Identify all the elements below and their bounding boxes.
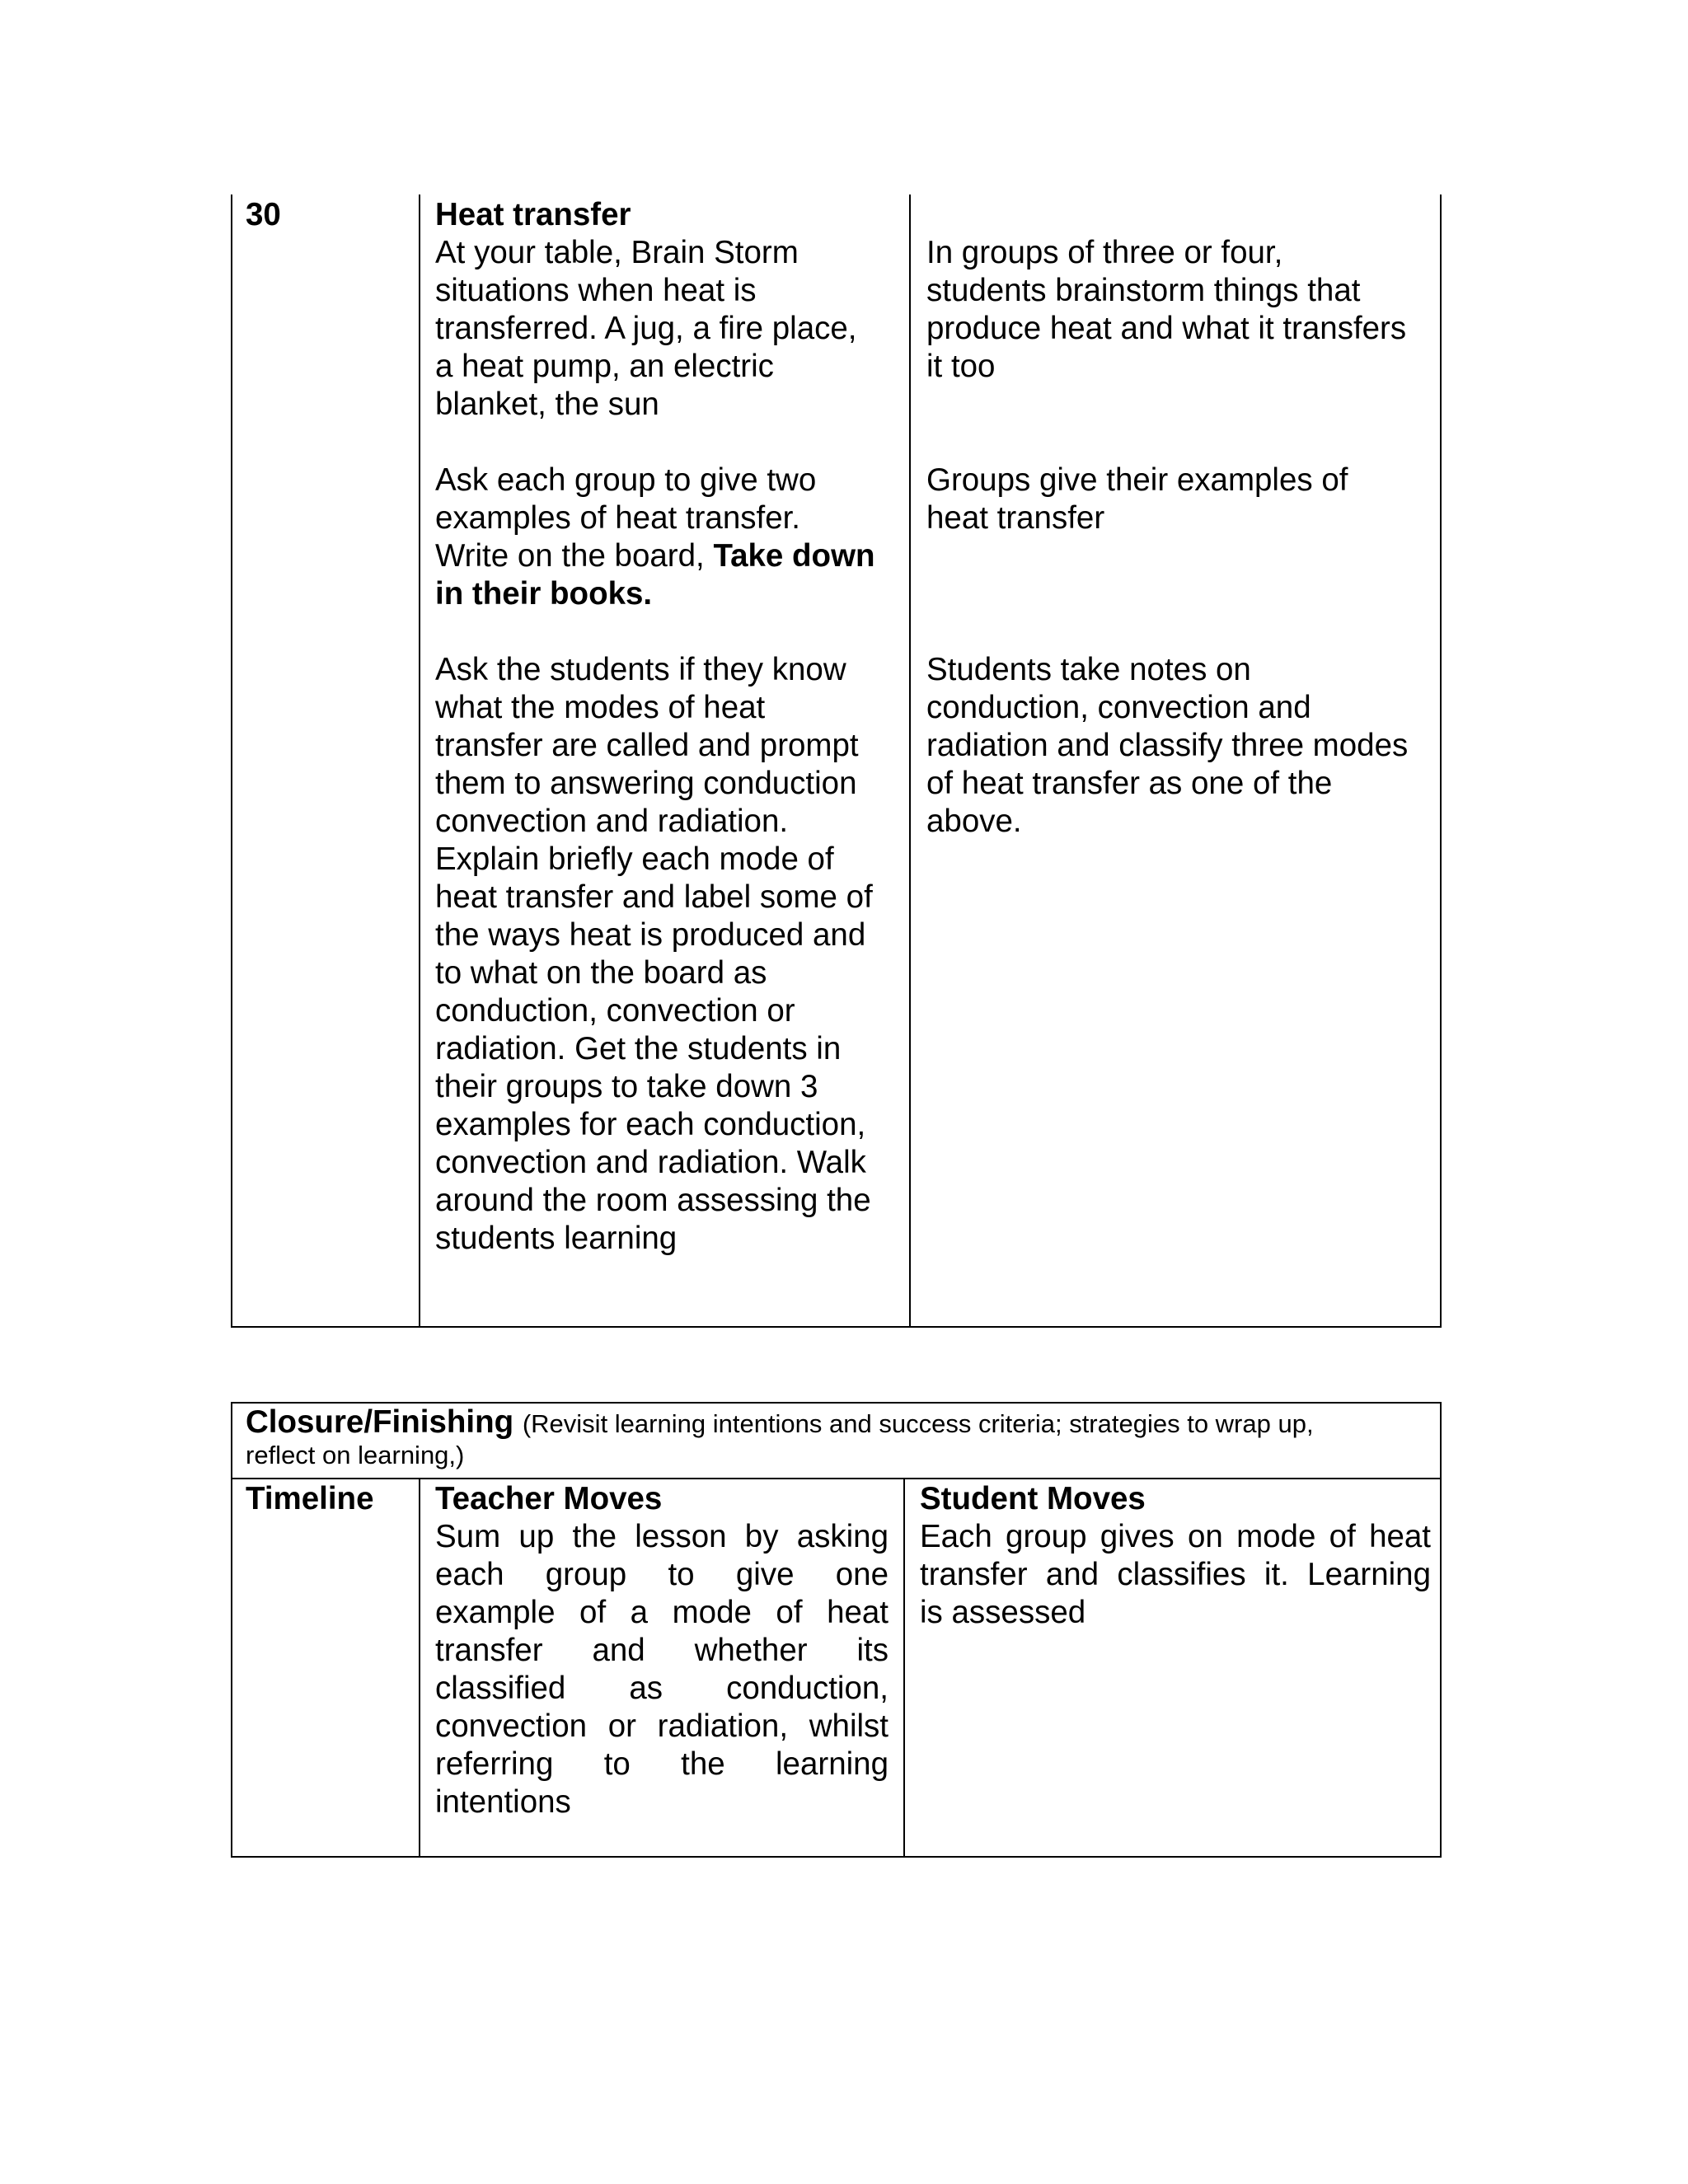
student-moves-cell xyxy=(926,196,1437,841)
closure-border-right xyxy=(1440,1402,1442,1858)
text-normal: Write on the board, xyxy=(435,538,705,574)
closure-header xyxy=(246,1404,1432,1470)
text-line: around the room assessing the xyxy=(435,1183,871,1218)
text-line: examples of heat transfer. xyxy=(435,500,800,536)
closure-divider-1 xyxy=(419,1478,420,1858)
closure-student-cell xyxy=(920,1480,1431,1632)
text-line: transferred. A jug, a fire place, xyxy=(435,311,857,346)
closure-title: Closure/Finishing xyxy=(246,1404,514,1440)
text-line: Ask each group to give two xyxy=(435,462,817,498)
text-line: conduction, convection or xyxy=(435,993,795,1029)
text-line: radiation and classify three modes xyxy=(926,728,1409,763)
text-line: students learning xyxy=(435,1221,678,1256)
text-line: blanket, the sun xyxy=(435,387,659,422)
table-border-bottom xyxy=(231,1326,1442,1328)
teacher-paragraph-1 xyxy=(435,234,905,424)
text-line-bold: in their books. xyxy=(435,576,653,612)
text-line: heat transfer xyxy=(926,500,1105,536)
text-line: At your table, Brain Storm xyxy=(435,235,799,270)
text-line: Explain briefly each mode of xyxy=(435,841,834,877)
text-line: of heat transfer as one of the xyxy=(926,766,1333,801)
text-line: referring to the learning xyxy=(435,1746,889,1782)
text-line: situations when heat is xyxy=(435,273,757,308)
student-paragraph-2 xyxy=(926,462,1437,537)
closure-border-top xyxy=(231,1402,1442,1404)
text-line: conduction, convection and xyxy=(926,690,1311,725)
text-line: transfer are called and prompt xyxy=(435,728,859,763)
closure-teacher-cell xyxy=(435,1480,889,1821)
closure-subtitle: (Revisit learning intentions and success criteria; strategies to wrap up, xyxy=(522,1409,1314,1438)
closure-student-text xyxy=(920,1518,1431,1632)
section-heading: Heat transfer xyxy=(435,197,631,232)
closure-border-bottom xyxy=(231,1856,1442,1858)
table-divider-2 xyxy=(909,194,911,1328)
table-border-right xyxy=(1440,194,1442,1328)
text-line: radiation. Get the students in xyxy=(435,1031,842,1066)
text-line: produce heat and what it transfers xyxy=(926,311,1407,346)
teacher-paragraph-3 xyxy=(435,651,905,1258)
text-line: above. xyxy=(926,804,1022,839)
text-line xyxy=(435,537,905,575)
text-line: transfer and whether its xyxy=(435,1633,889,1668)
text-line: it too xyxy=(926,349,996,384)
text-line: the ways heat is produced and xyxy=(435,917,866,953)
text-line: students brainstorm things that xyxy=(926,273,1361,308)
text-line: intentions xyxy=(435,1784,571,1820)
text-line: their groups to take down 3 xyxy=(435,1069,818,1104)
table-border-left xyxy=(231,194,232,1328)
text-line: Groups give their examples of xyxy=(926,462,1348,498)
timeline-value: 30 xyxy=(246,197,281,232)
text-line: classified as conduction, xyxy=(435,1671,889,1706)
text-line: Students take notes on xyxy=(926,652,1251,687)
closure-border-left xyxy=(231,1402,232,1858)
text-line: convection and radiation. Walk xyxy=(435,1145,866,1180)
text-line: each group to give one xyxy=(435,1557,889,1592)
text-line: them to answering conduction xyxy=(435,766,857,801)
text-line: convection or radiation, whilst xyxy=(435,1708,889,1744)
text-line: Sum up the lesson by asking xyxy=(435,1519,889,1554)
text-line: heat transfer and label some of xyxy=(435,879,873,915)
closure-subtitle-continued: reflect on learning,) xyxy=(246,1441,465,1469)
text-line: transfer and classifies it. Learning xyxy=(920,1557,1431,1592)
column-heading-timeline: Timeline xyxy=(246,1481,374,1516)
column-heading-teacher: Teacher Moves xyxy=(435,1481,663,1516)
text-line: Each group gives on mode of heat xyxy=(920,1519,1431,1554)
text-line: a heat pump, an electric xyxy=(435,349,774,384)
text-line: what the modes of heat xyxy=(435,690,766,725)
student-paragraph-1 xyxy=(926,234,1437,386)
table-divider-1 xyxy=(419,194,420,1328)
teacher-paragraph-2 xyxy=(435,462,905,613)
student-paragraph-3 xyxy=(926,651,1437,841)
closure-divider-2 xyxy=(903,1478,905,1858)
text-line: In groups of three or four, xyxy=(926,235,1283,270)
closure-teacher-text xyxy=(435,1518,889,1821)
column-heading-student: Student Moves xyxy=(920,1481,1146,1516)
text-bold: Take down xyxy=(713,538,875,574)
text-line: convection and radiation. xyxy=(435,804,789,839)
text-line: examples for each conduction, xyxy=(435,1107,866,1142)
text-line: to what on the board as xyxy=(435,955,767,991)
text-line: example of a mode of heat xyxy=(435,1595,889,1630)
closure-header-divider xyxy=(231,1478,1442,1479)
text-line: Ask the students if they know xyxy=(435,652,846,687)
text-line: is assessed xyxy=(920,1595,1086,1630)
teacher-moves-cell xyxy=(435,196,905,1258)
